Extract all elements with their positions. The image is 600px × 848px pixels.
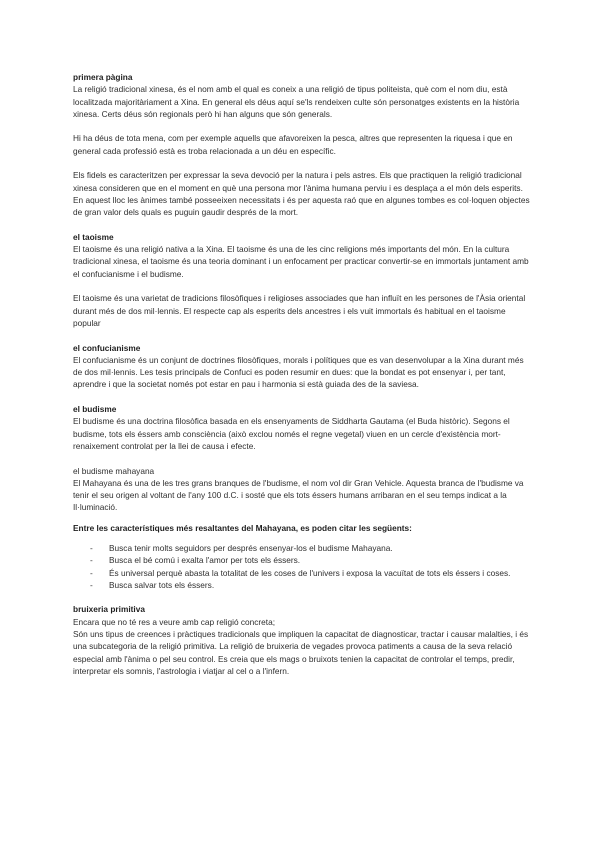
list-item (73, 567, 534, 579)
paragraph: La religió tradicional xinesa, és el nom amb el qual es coneix a una religió de tipus politeista, què com el nom diu, està localitzada majoritàriament a Xina. En general els déus aquí se'ls rendeixen culte són personatges existents en la història xinesa. Certs déus són regionals però hi han alguns que són generals. (73, 84, 520, 119)
dash-icon: - (90, 579, 93, 590)
list-item-text: És universal perquè abasta la totalitat de les coses de l'univers i exposa la vacuïtat de tots els éssers i coses. (109, 567, 511, 578)
list-item-text: Busca tenir molts seguidors per després ensenyar-los el budisme Mahayana. (109, 542, 393, 553)
bullet-list (73, 542, 534, 591)
list-heading: Entre les característiques més resaltantes del Mahayana, es poden citar les següents: (73, 522, 412, 533)
paragraph: Encara que no té res a veure amb cap religió concreta; (73, 616, 276, 627)
list-item-text: Busca salvar tots els éssers. (109, 579, 215, 590)
dash-icon: - (90, 542, 93, 553)
section-heading-budisme-mahayana: el budisme mahayana (73, 465, 155, 476)
list-item (73, 542, 534, 554)
paragraph: El budisme és una doctrina filosòfica basada en els ensenyaments de Siddharta Gautama (el Buda històric). Segons el budisme, tots els éssers amb consciència (això exclou només el regne vegetal) viuen en un cercle d'existència mort-renaixement controlat per la llei de causa i efecte. (73, 416, 510, 451)
list-item (73, 554, 534, 566)
paragraph: El taoisme és una varietat de tradicions filosòfiques i religioses associades que han influït en les persones de l'Àsia oriental durant més de dos mil·lennis. El respecte cap als esperits dels ancestres i els vuit immortals és habitual en el taoisme popular (73, 293, 526, 328)
paragraph: El taoisme és una religió nativa a la Xina. El taoisme és una de les cinc religions més importants del món. En la cultura tradicional xinesa, el taoisme és una teoria dominant i un enfocament per practicar convertir-se en immortals juntament amb el confucianisme i el budisme. (73, 244, 529, 279)
section-heading-confucianisme: el confucianisme (73, 342, 141, 353)
section-heading-bruixeria-primitiva: bruixeria primitiva (73, 604, 145, 615)
section-heading-primera-pagina: primera pàgina (73, 72, 133, 82)
paragraph: El confucianisme és un conjunt de doctrines filosòfiques, morals i polítiques que es van desenvolupar a la Xina durant més de dos mil·lennis. Les tesis principals de Confuci es poden resumir en dues: que la bondat es pot ensenyar i, per tant, aprendre i que la societat només pot estar en pau i harmonia si està guiada des de la saviesa. (73, 354, 524, 390)
paragraph: Són uns tipus de creences i pràctiques tradicionals que impliquen la capacitat de diagnosticar, tractar i causar malalties, i és una subcategoria de la religió primitiva. La religió de bruixeria de vegades provoca patiments a causa de la seva relació especial amb l'ànima o pel seu control. Es creia que els mags o bruixots tenien la capacitat de controlar el temps, predir, interpretar els somnis, l'astrologia i viatjar al cel o a l'infern. (73, 629, 529, 676)
dash-icon: - (90, 555, 93, 566)
section-heading-budisme: el budisme (73, 404, 117, 415)
section-heading-taoisme: el taoisme (73, 231, 114, 242)
paragraph: Els fidels es caracteritzen per expressar la seva devoció per la natura i pels astres. Els que practiquen la religió tradicional xinesa consideren que en el moment en què una persona mor l'ànima humana perviu i es desplaça a el món dels esperits. En aquest lloc les ànimes també posseeixen necessitats i és per aquesta raó que en algunes tombes es col·loquen objectes de gran valor dels quals es puguin gaudir després de la mort. (73, 170, 530, 218)
dash-icon: - (90, 567, 93, 578)
list-item (73, 579, 534, 591)
list-item-text: Busca el bé comú i exalta l'amor per tots els éssers. (109, 555, 301, 566)
paragraph: El Mahayana és una de les tres grans branques de l'budisme, el nom vol dir Gran Vehicle. Aquesta branca de l'budisme va tenir el seu origen al voltant de l'any 100 d.C. i sosté que els tots éssers humans arribaran en el seu temps indicat a la Il·luminació. (73, 477, 524, 513)
paragraph: Hi ha déus de tota mena, com per exemple aquells que afavoreixen la pesca, altres que representen la riquesa i que en general cada professió està es troba relacionada a un déu en específic. (73, 133, 513, 156)
